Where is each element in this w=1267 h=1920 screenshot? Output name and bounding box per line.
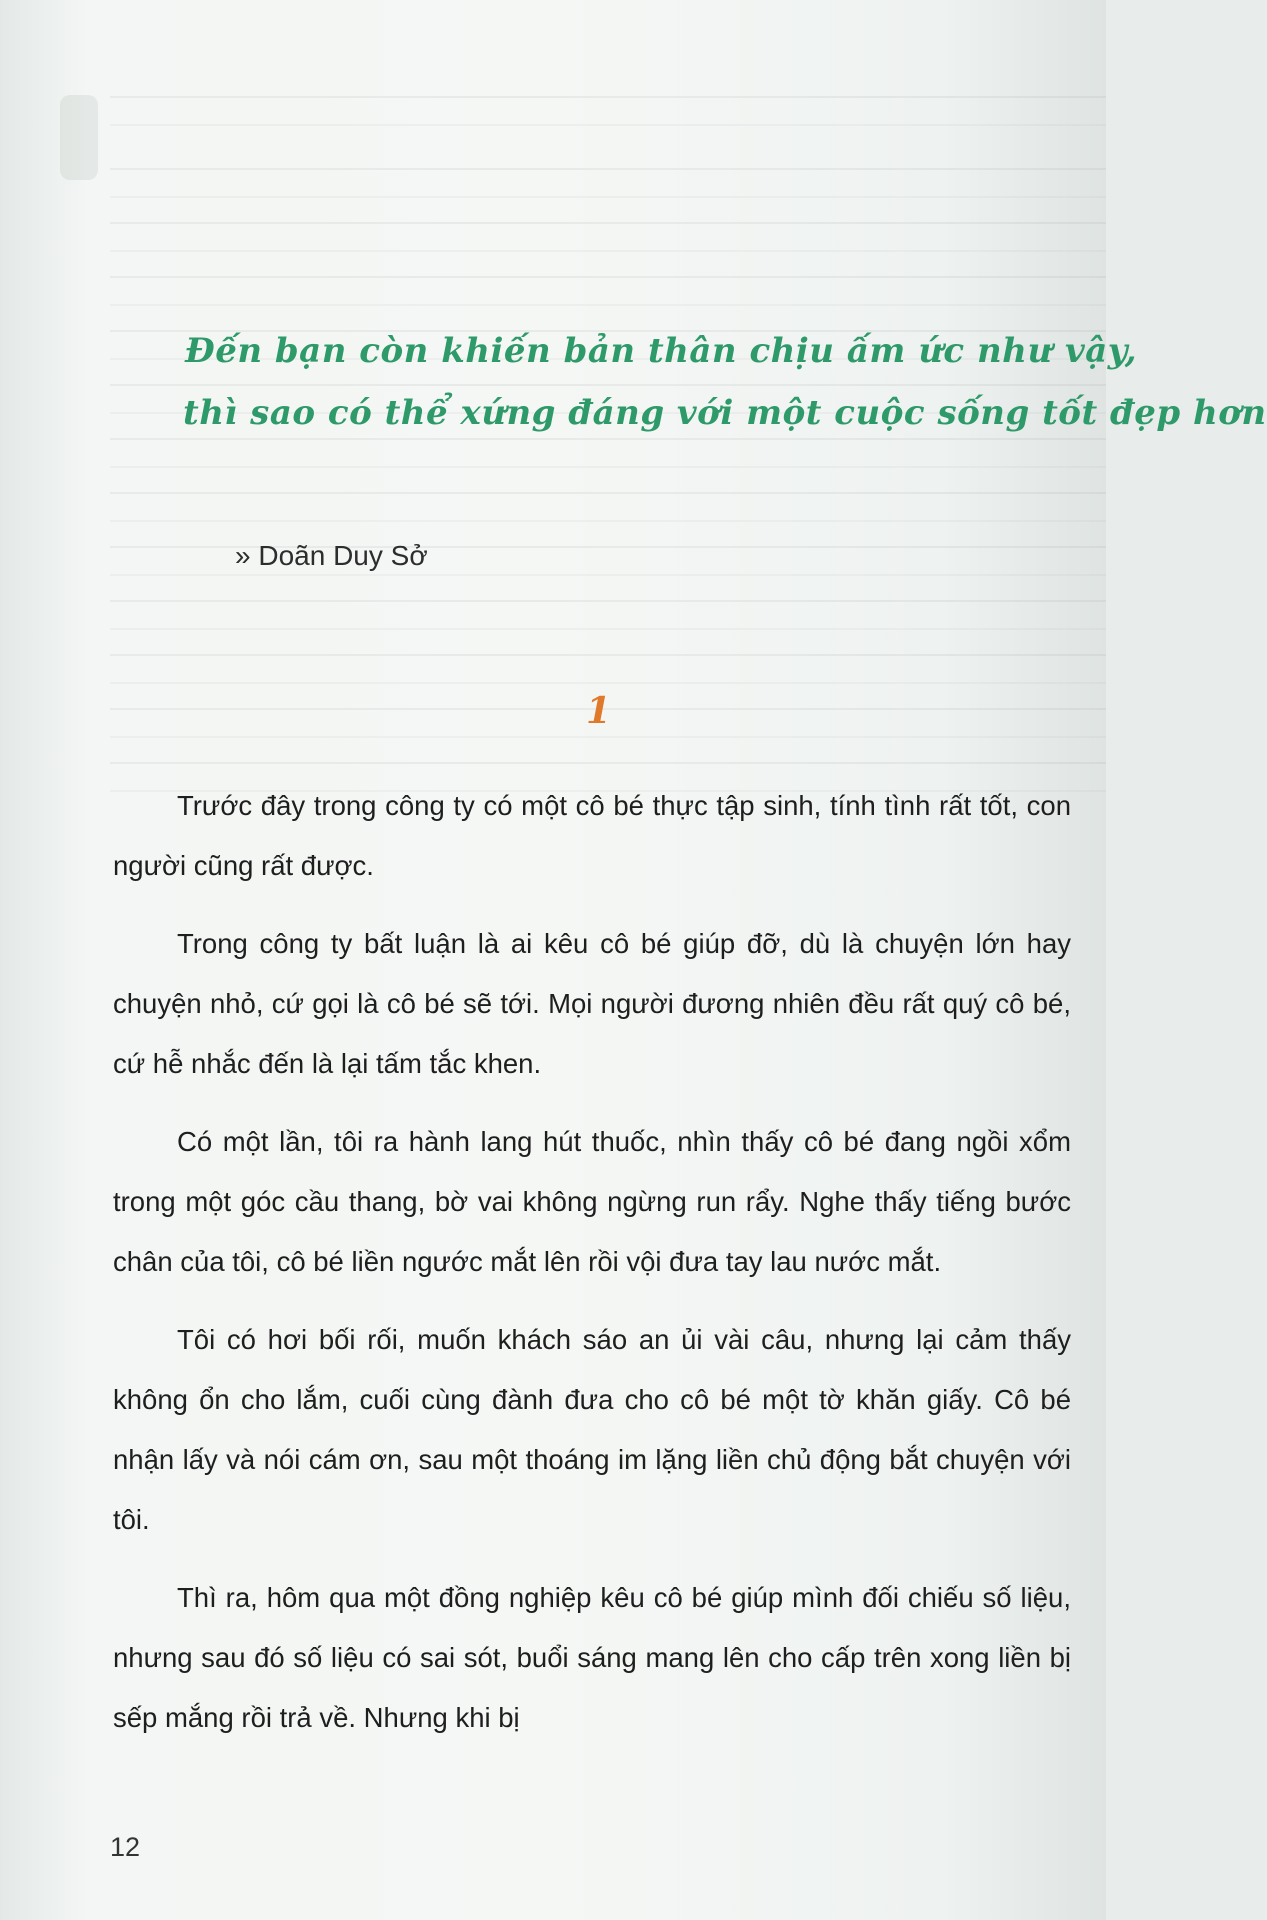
bleed-line <box>110 492 1106 522</box>
quote-line-2: thì sao có thể xứng đáng với một cuộc sống tốt đẹp hơn <box>183 393 1267 433</box>
bleed-line <box>110 276 1106 306</box>
paragraph: Tôi có hơi bối rối, muốn khách sáo an ủi vài câu, nhưng lại cảm thấy không ổn cho lắm, cuối cùng đành đưa cho cô bé một tờ khăn giấy. Cô bé nhận lấy và nói cám ơn, sau một thoáng im lặng liền chủ động bắt chuyện với tôi. <box>113 1324 1071 1535</box>
paragraph: Trong công ty bất luận là ai kêu cô bé giúp đỡ, dù là chuyện lớn hay chuyện nhỏ, cứ gọi là cô bé sẽ tới. Mọi người đương nhiên đều rất quý cô bé, cứ hễ nhắc đến là lại tấm tắc khen. <box>113 928 1071 1079</box>
quote-author: » Doãn Duy Sở <box>235 540 428 571</box>
quote-line-1: Đến bạn còn khiến bản thân chịu ấm ức như vậy, <box>185 331 1138 371</box>
bleed-line <box>110 654 1106 684</box>
epigraph-quote <box>183 320 1267 444</box>
chapter-number: 1 <box>586 690 612 732</box>
page-number: 12 <box>110 1832 141 1862</box>
paragraph: Thì ra, hôm qua một đồng nghiệp kêu cô bé giúp mình đối chiếu số liệu, nhưng sau đó số liệu có sai sót, buổi sáng mang lên cho cấp trên xong liền bị sếp mắng rồi trả về. Nhưng khi bị <box>113 1582 1071 1733</box>
bleed-line <box>110 96 1106 126</box>
bleed-line <box>110 168 1106 198</box>
page-smudge <box>60 95 98 180</box>
bleed-line <box>110 222 1106 252</box>
paragraph: Có một lần, tôi ra hành lang hút thuốc, nhìn thấy cô bé đang ngồi xổm trong một góc cầu thang, bờ vai không ngừng run rẩy. Nghe thấy tiếng bước chân của tôi, cô bé liền ngước mắt lên rồi vội đưa tay lau nước mắt. <box>113 1126 1071 1277</box>
bleed-line <box>110 600 1106 630</box>
body-text <box>113 776 1071 1766</box>
paragraph: Trước đây trong công ty có một cô bé thực tập sinh, tính tình rất tốt, con người cũng rất được. <box>113 790 1071 881</box>
